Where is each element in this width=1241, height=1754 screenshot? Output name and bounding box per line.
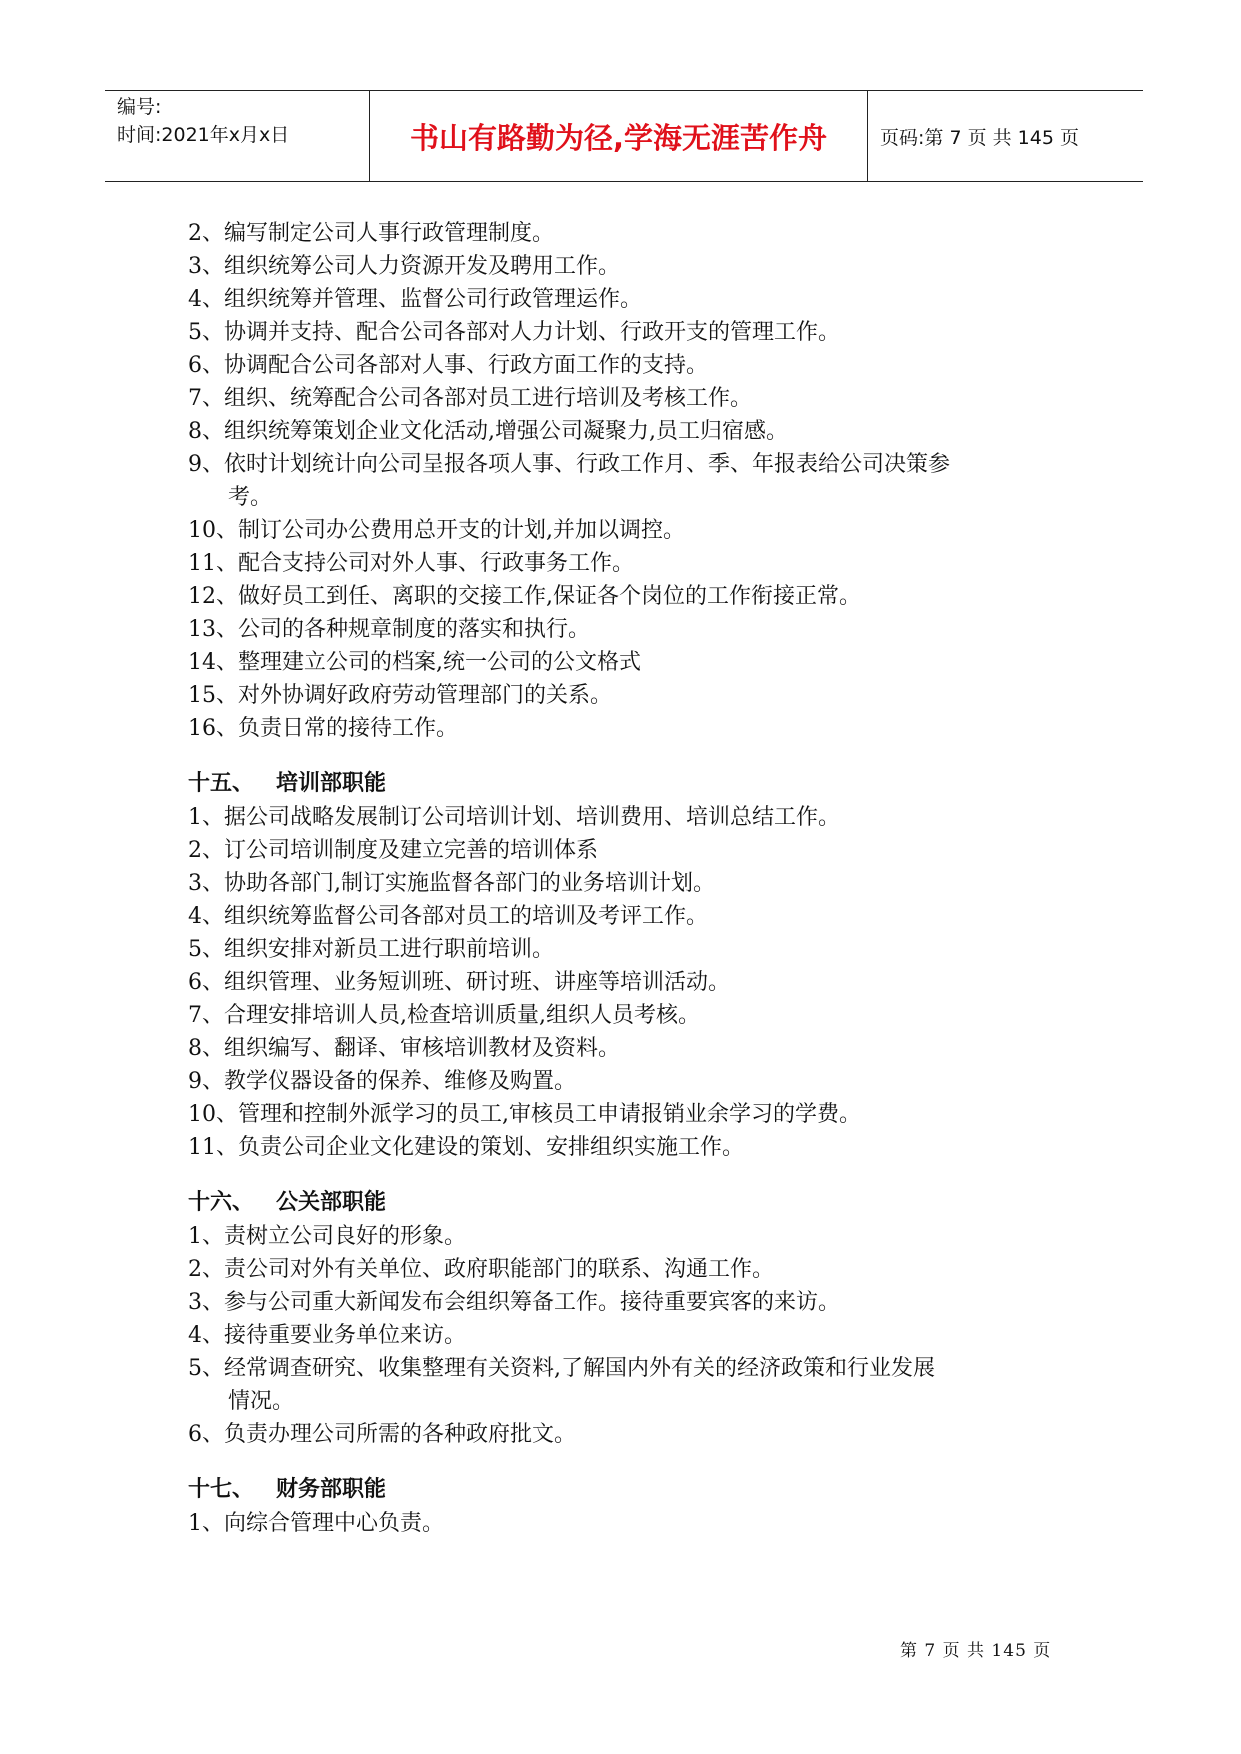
page-header <box>105 90 1143 182</box>
section-number: 十七、 <box>188 1477 255 1502</box>
section-heading-text: 财务部职能 <box>276 1477 387 1502</box>
page-footer: 第 7 页 共 145 页 <box>900 1641 1052 1661</box>
list-item: 6、负责办理公司所需的各种政府批文。 <box>188 1422 576 1447</box>
list-item: 2、责公司对外有关单位、政府职能部门的联系、沟通工作。 <box>188 1257 774 1282</box>
list-item: 11、负责公司企业文化建设的策划、安排组织实施工作。 <box>188 1135 744 1160</box>
list-item: 1、据公司战略发展制订公司培训计划、培训费用、培训总结工作。 <box>188 805 840 830</box>
list-item: 6、组织管理、业务短训班、研讨班、讲座等培训活动。 <box>188 970 730 995</box>
document-number-label: 编号: <box>117 96 162 118</box>
list-item: 4、组织统筹监督公司各部对员工的培训及考评工作。 <box>188 904 708 929</box>
list-item: 12、做好员工到任、离职的交接工作,保证各个岗位的工作衔接正常。 <box>188 584 861 609</box>
section-title <box>188 767 1058 801</box>
header-left-cell <box>105 91 370 181</box>
list-item: 10、制订公司办公费用总开支的计划,并加以调控。 <box>188 518 685 543</box>
list-item: 6、协调配合公司各部对人事、行政方面工作的支持。 <box>188 353 708 378</box>
header-page-code: 页码:第 7 页 共 145 页 <box>880 126 1079 149</box>
list-item: 7、组织、统筹配合公司各部对员工进行培训及考核工作。 <box>188 386 752 411</box>
section <box>188 1473 1058 1507</box>
section-title <box>188 1186 1058 1220</box>
document-body <box>188 217 1058 1540</box>
list-item-continuation: 考。 <box>228 485 273 510</box>
list-item: 16、负责日常的接待工作。 <box>188 716 458 741</box>
list-item: 9、教学仪器设备的保养、维修及购置。 <box>188 1069 576 1094</box>
list-item: 10、管理和控制外派学习的员工,审核员工申请报销业余学习的学费。 <box>188 1102 861 1127</box>
section-title <box>188 1473 1058 1507</box>
section-heading-text: 培训部职能 <box>276 771 387 796</box>
list-item: 4、接待重要业务单位来访。 <box>188 1323 466 1348</box>
list-item: 9、依时计划统计向公司呈报各项人事、行政工作月、季、年报表给公司决策参 <box>188 452 950 477</box>
list-item: 4、组织统筹并管理、监督公司行政管理运作。 <box>188 287 642 312</box>
list-item: 5、组织安排对新员工进行职前培训。 <box>188 937 554 962</box>
list-item: 3、参与公司重大新闻发布会组织筹备工作。接待重要宾客的来访。 <box>188 1290 840 1315</box>
list-item: 1、向综合管理中心负责。 <box>188 1511 444 1536</box>
list-item: 5、经常调查研究、收集整理有关资料,了解国内外有关的经济政策和行业发展 <box>188 1356 935 1381</box>
section <box>188 767 1058 801</box>
list-item: 15、对外协调好政府劳动管理部门的关系。 <box>188 683 612 708</box>
list-item: 14、整理建立公司的档案,统一公司的公文格式 <box>188 650 641 675</box>
list-item-continuation: 情况。 <box>228 1389 295 1414</box>
list-item: 3、组织统筹公司人力资源开发及聘用工作。 <box>188 254 620 279</box>
header-motto: 书山有路勤为径,学海无涯苦作舟 <box>370 91 868 181</box>
section-heading-text: 公关部职能 <box>276 1190 387 1215</box>
document-time-label: 时间:2021年x月x日 <box>117 124 290 146</box>
list-item: 1、责树立公司良好的形象。 <box>188 1224 466 1249</box>
list-item: 2、订公司培训制度及建立完善的培训体系 <box>188 838 598 863</box>
list-item: 3、协助各部门,制订实施监督各部门的业务培训计划。 <box>188 871 715 896</box>
section-number: 十五、 <box>188 771 255 796</box>
list-item: 8、组织编写、翻译、审核培训教材及资料。 <box>188 1036 620 1061</box>
list-item: 8、组织统筹策划企业文化活动,增强公司凝聚力,员工归宿感。 <box>188 419 788 444</box>
list-item: 2、编写制定公司人事行政管理制度。 <box>188 221 554 246</box>
list-item: 5、协调并支持、配合公司各部对人力计划、行政开支的管理工作。 <box>188 320 840 345</box>
list-item: 11、配合支持公司对外人事、行政事务工作。 <box>188 551 634 576</box>
section-number: 十六、 <box>188 1190 255 1215</box>
list-item: 7、合理安排培训人员,检查培训质量,组织人员考核。 <box>188 1003 700 1028</box>
list-item: 13、公司的各种规章制度的落实和执行。 <box>188 617 590 642</box>
section <box>188 1186 1058 1220</box>
